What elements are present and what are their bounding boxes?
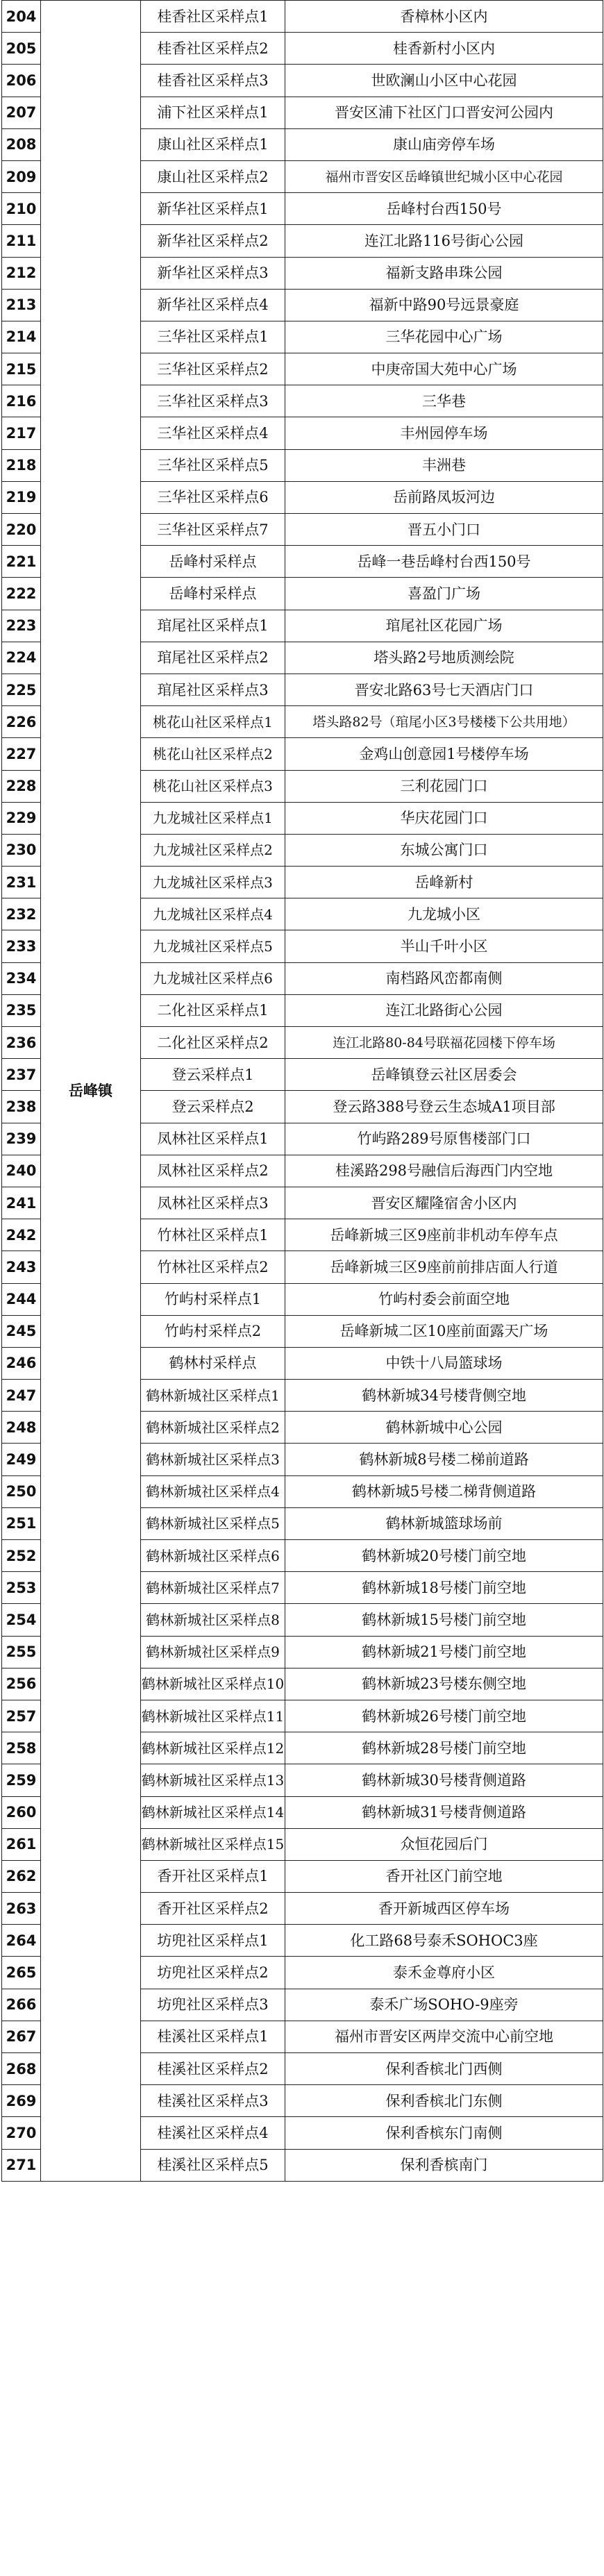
sampling-point-location: 康山庙旁停车场	[285, 128, 603, 160]
sampling-point-location: 岳峰新城三区9座前前排店面人行道	[285, 1251, 603, 1283]
sampling-point-location: 晋安区浦下社区门口晋安河公园内	[285, 97, 603, 128]
town-name: 岳峰镇	[41, 1, 141, 2182]
row-number: 270	[2, 2117, 41, 2149]
sampling-point-location: 东城公寓门口	[285, 834, 603, 866]
row-number: 242	[2, 1219, 41, 1251]
sampling-point-name: 鹤林新城社区采样点12	[141, 1732, 285, 1764]
sampling-point-location: 连江北路116号街心公园	[285, 225, 603, 257]
sampling-point-location: 鹤林新城30号楼背侧道路	[285, 1764, 603, 1796]
row-number: 206	[2, 65, 41, 97]
sampling-point-location: 中庚帝国大苑中心广场	[285, 353, 603, 385]
row-number: 208	[2, 128, 41, 160]
row-number: 216	[2, 385, 41, 417]
row-number: 245	[2, 1315, 41, 1347]
sampling-points-table	[1, 0, 603, 2182]
sampling-point-location: 岳前路凤坂河边	[285, 481, 603, 513]
row-number: 224	[2, 642, 41, 674]
sampling-point-name: 凤林社区采样点1	[141, 1123, 285, 1155]
sampling-point-name: 九龙城社区采样点1	[141, 802, 285, 834]
row-number: 250	[2, 1475, 41, 1507]
sampling-point-name: 鹤林新城社区采样点3	[141, 1444, 285, 1475]
sampling-point-location: 鹤林新城5号楼二梯背侧道路	[285, 1475, 603, 1507]
sampling-point-name: 桂溪社区采样点3	[141, 2085, 285, 2117]
row-number: 247	[2, 1380, 41, 1412]
row-number: 246	[2, 1347, 41, 1379]
sampling-point-location: 泰禾金尊府小区	[285, 1957, 603, 1989]
sampling-point-location: 福新支路串珠公园	[285, 257, 603, 289]
sampling-point-name: 鹤林新城社区采样点5	[141, 1507, 285, 1539]
sampling-point-name: 三华社区采样点2	[141, 353, 285, 385]
sampling-point-location: 保利香槟南门	[285, 2149, 603, 2181]
sampling-point-name: 桂香社区采样点1	[141, 1, 285, 33]
sampling-point-location: 鹤林新城21号楼门前空地	[285, 1636, 603, 1668]
sampling-point-location: 鹤林新城23号楼东侧空地	[285, 1668, 603, 1700]
row-number: 233	[2, 930, 41, 962]
row-number: 210	[2, 193, 41, 225]
sampling-point-location: 半山千叶小区	[285, 930, 603, 962]
sampling-point-name: 三华社区采样点6	[141, 481, 285, 513]
sampling-point-location: 晋安北路63号七天酒店门口	[285, 674, 603, 705]
sampling-point-name: 鹤林新城社区采样点9	[141, 1636, 285, 1668]
sampling-point-name: 琯尾社区采样点1	[141, 610, 285, 642]
row-number: 221	[2, 546, 41, 578]
row-number: 265	[2, 1957, 41, 1989]
sampling-point-name: 三华社区采样点5	[141, 449, 285, 481]
sampling-point-location: 连江北路80-84号联福花园楼下停车场	[285, 1027, 603, 1059]
sampling-point-location: 鹤林新城28号楼门前空地	[285, 1732, 603, 1764]
row-number: 213	[2, 289, 41, 321]
sampling-point-name: 凤林社区采样点3	[141, 1187, 285, 1219]
row-number: 212	[2, 257, 41, 289]
row-number: 207	[2, 97, 41, 128]
sampling-point-name: 浦下社区采样点1	[141, 97, 285, 128]
sampling-point-location: 南档路风峦都南侧	[285, 962, 603, 994]
sampling-point-name: 坊兜社区采样点3	[141, 1989, 285, 2021]
sampling-point-name: 桂溪社区采样点5	[141, 2149, 285, 2181]
sampling-point-location: 竹屿村委会前面空地	[285, 1283, 603, 1315]
sampling-point-location: 鹤林新城15号楼门前空地	[285, 1604, 603, 1636]
sampling-point-location: 晋安区耀隆宿舍小区内	[285, 1187, 603, 1219]
row-number: 263	[2, 1893, 41, 1925]
row-number: 253	[2, 1572, 41, 1604]
sampling-point-location: 华庆花园门口	[285, 802, 603, 834]
sampling-point-name: 九龙城社区采样点3	[141, 867, 285, 898]
row-number: 243	[2, 1251, 41, 1283]
sampling-point-name: 竹林社区采样点1	[141, 1219, 285, 1251]
sampling-point-name: 二化社区采样点2	[141, 1027, 285, 1059]
sampling-point-location: 竹屿路289号原售楼部门口	[285, 1123, 603, 1155]
sampling-point-location: 桂溪路298号融信后海西门内空地	[285, 1155, 603, 1187]
sampling-point-name: 鹤林新城社区采样点2	[141, 1412, 285, 1444]
sampling-point-name: 鹤林新城社区采样点13	[141, 1764, 285, 1796]
sampling-point-name: 鹤林村采样点	[141, 1347, 285, 1379]
sampling-point-name: 三华社区采样点7	[141, 514, 285, 546]
row-number: 209	[2, 160, 41, 192]
sampling-point-name: 桂溪社区采样点2	[141, 2053, 285, 2085]
sampling-point-name: 九龙城社区采样点5	[141, 930, 285, 962]
sampling-point-location: 登云路388号登云生态城A1项目部	[285, 1091, 603, 1123]
sampling-point-name: 三华社区采样点4	[141, 417, 285, 449]
table-row	[2, 1, 603, 33]
row-number: 255	[2, 1636, 41, 1668]
row-number: 267	[2, 2021, 41, 2052]
sampling-point-name: 桃花山社区采样点3	[141, 770, 285, 802]
sampling-point-location: 岳峰村台西150号	[285, 193, 603, 225]
sampling-point-name: 岳峰村采样点	[141, 546, 285, 578]
row-number: 261	[2, 1828, 41, 1860]
sampling-point-location: 三华花园中心广场	[285, 321, 603, 353]
sampling-point-name: 新华社区采样点1	[141, 193, 285, 225]
sampling-point-location: 喜盈门广场	[285, 578, 603, 610]
sampling-point-name: 鹤林新城社区采样点8	[141, 1604, 285, 1636]
sampling-point-location: 福新中路90号远景豪庭	[285, 289, 603, 321]
sampling-point-location: 桂香新村小区内	[285, 33, 603, 65]
row-number: 249	[2, 1444, 41, 1475]
row-number: 222	[2, 578, 41, 610]
row-number: 257	[2, 1700, 41, 1732]
row-number: 264	[2, 1925, 41, 1957]
row-number: 218	[2, 449, 41, 481]
row-number: 258	[2, 1732, 41, 1764]
sampling-point-name: 鹤林新城社区采样点4	[141, 1475, 285, 1507]
row-number: 205	[2, 33, 41, 65]
sampling-point-name: 三华社区采样点3	[141, 385, 285, 417]
row-number: 241	[2, 1187, 41, 1219]
row-number: 262	[2, 1860, 41, 1892]
row-number: 211	[2, 225, 41, 257]
table-body	[2, 1, 603, 2182]
row-number: 239	[2, 1123, 41, 1155]
sampling-point-name: 新华社区采样点2	[141, 225, 285, 257]
sampling-point-name: 竹屿村采样点2	[141, 1315, 285, 1347]
row-number: 232	[2, 898, 41, 930]
row-number: 244	[2, 1283, 41, 1315]
sampling-point-location: 世欧澜山小区中心花园	[285, 65, 603, 97]
row-number: 254	[2, 1604, 41, 1636]
sampling-point-location: 保利香槟东门南侧	[285, 2117, 603, 2149]
row-number: 219	[2, 481, 41, 513]
sampling-point-location: 九龙城小区	[285, 898, 603, 930]
row-number: 238	[2, 1091, 41, 1123]
sampling-point-name: 桃花山社区采样点1	[141, 706, 285, 738]
sampling-point-location: 鹤林新城20号楼门前空地	[285, 1540, 603, 1572]
sampling-point-location: 鹤林新城篮球场前	[285, 1507, 603, 1539]
row-number: 231	[2, 867, 41, 898]
sampling-point-location: 晋五小门口	[285, 514, 603, 546]
row-number: 256	[2, 1668, 41, 1700]
row-number: 248	[2, 1412, 41, 1444]
row-number: 229	[2, 802, 41, 834]
sampling-point-name: 桂溪社区采样点4	[141, 2117, 285, 2149]
row-number: 235	[2, 994, 41, 1026]
sampling-point-location: 鹤林新城34号楼背侧空地	[285, 1380, 603, 1412]
row-number: 220	[2, 514, 41, 546]
row-number: 252	[2, 1540, 41, 1572]
sampling-point-location: 丰洲巷	[285, 449, 603, 481]
row-number: 260	[2, 1796, 41, 1828]
sampling-point-name: 竹屿村采样点1	[141, 1283, 285, 1315]
sampling-point-location: 保利香槟北门东侧	[285, 2085, 603, 2117]
row-number: 234	[2, 962, 41, 994]
sampling-point-name: 琯尾社区采样点3	[141, 674, 285, 705]
sampling-point-name: 桂香社区采样点3	[141, 65, 285, 97]
sampling-point-location: 鹤林新城26号楼门前空地	[285, 1700, 603, 1732]
sampling-point-name: 九龙城社区采样点4	[141, 898, 285, 930]
sampling-point-name: 凤林社区采样点2	[141, 1155, 285, 1187]
sampling-point-name: 九龙城社区采样点6	[141, 962, 285, 994]
row-number: 236	[2, 1027, 41, 1059]
sampling-point-location: 琯尾社区花园广场	[285, 610, 603, 642]
sampling-point-name: 香开社区采样点2	[141, 1893, 285, 1925]
sampling-point-location: 岳峰新村	[285, 867, 603, 898]
sampling-point-name: 鹤林新城社区采样点7	[141, 1572, 285, 1604]
row-number: 251	[2, 1507, 41, 1539]
sampling-point-location: 泰禾广场SOHO-9座旁	[285, 1989, 603, 2021]
row-number: 228	[2, 770, 41, 802]
sampling-point-location: 鹤林新城中心公园	[285, 1412, 603, 1444]
sampling-point-location: 香开新城西区停车场	[285, 1893, 603, 1925]
sampling-point-location: 三华巷	[285, 385, 603, 417]
row-number: 230	[2, 834, 41, 866]
sampling-point-name: 岳峰村采样点	[141, 578, 285, 610]
sampling-point-name: 琯尾社区采样点2	[141, 642, 285, 674]
sampling-point-name: 鹤林新城社区采样点14	[141, 1796, 285, 1828]
sampling-point-location: 岳峰新城二区10座前面露天广场	[285, 1315, 603, 1347]
sampling-point-name: 鹤林新城社区采样点1	[141, 1380, 285, 1412]
sampling-point-name: 三华社区采样点1	[141, 321, 285, 353]
sampling-point-location: 岳峰镇登云社区居委会	[285, 1059, 603, 1091]
row-number: 217	[2, 417, 41, 449]
sampling-point-name: 鹤林新城社区采样点11	[141, 1700, 285, 1732]
sampling-point-location: 香开社区门前空地	[285, 1860, 603, 1892]
row-number: 227	[2, 738, 41, 770]
row-number: 215	[2, 353, 41, 385]
sampling-point-name: 坊兜社区采样点2	[141, 1957, 285, 1989]
sampling-point-name: 竹林社区采样点2	[141, 1251, 285, 1283]
sampling-point-location: 丰州园停车场	[285, 417, 603, 449]
sampling-point-location: 金鸡山创意园1号楼停车场	[285, 738, 603, 770]
sampling-point-location: 福州市晋安区两岸交流中心前空地	[285, 2021, 603, 2052]
row-number: 271	[2, 2149, 41, 2181]
row-number: 266	[2, 1989, 41, 2021]
sampling-point-name: 二化社区采样点1	[141, 994, 285, 1026]
row-number: 259	[2, 1764, 41, 1796]
sampling-point-location: 连江北路街心公园	[285, 994, 603, 1026]
sampling-point-location: 中铁十八局篮球场	[285, 1347, 603, 1379]
sampling-point-location: 岳峰一巷岳峰村台西150号	[285, 546, 603, 578]
sampling-point-name: 鹤林新城社区采样点10	[141, 1668, 285, 1700]
row-number: 240	[2, 1155, 41, 1187]
row-number: 214	[2, 321, 41, 353]
sampling-point-location: 鹤林新城8号楼二梯前道路	[285, 1444, 603, 1475]
sampling-point-name: 康山社区采样点1	[141, 128, 285, 160]
sampling-point-location: 塔头路2号地质测绘院	[285, 642, 603, 674]
sampling-point-name: 新华社区采样点3	[141, 257, 285, 289]
sampling-point-name: 新华社区采样点4	[141, 289, 285, 321]
sampling-point-name: 九龙城社区采样点2	[141, 834, 285, 866]
sampling-point-location: 鹤林新城18号楼门前空地	[285, 1572, 603, 1604]
sampling-point-location: 岳峰新城三区9座前非机动车停车点	[285, 1219, 603, 1251]
row-number: 269	[2, 2085, 41, 2117]
sampling-point-location: 化工路68号泰禾SOHOC3座	[285, 1925, 603, 1957]
sampling-point-name: 香开社区采样点1	[141, 1860, 285, 1892]
sampling-point-location: 香樟林小区内	[285, 1, 603, 33]
sampling-point-name: 康山社区采样点2	[141, 160, 285, 192]
sampling-point-name: 登云采样点1	[141, 1059, 285, 1091]
sampling-point-location: 塔头路82号（琯尾小区3号楼楼下公共用地）	[285, 706, 603, 738]
sampling-point-location: 保利香槟北门西侧	[285, 2053, 603, 2085]
sampling-point-name: 登云采样点2	[141, 1091, 285, 1123]
sampling-point-name: 鹤林新城社区采样点6	[141, 1540, 285, 1572]
sampling-point-name: 鹤林新城社区采样点15	[141, 1828, 285, 1860]
sampling-point-name: 桃花山社区采样点2	[141, 738, 285, 770]
row-number: 204	[2, 1, 41, 33]
sampling-point-name: 坊兜社区采样点1	[141, 1925, 285, 1957]
row-number: 226	[2, 706, 41, 738]
sampling-point-name: 桂香社区采样点2	[141, 33, 285, 65]
sampling-point-location: 福州市晋安区岳峰镇世纪城小区中心花园	[285, 160, 603, 192]
row-number: 225	[2, 674, 41, 705]
row-number: 268	[2, 2053, 41, 2085]
sampling-point-name: 桂溪社区采样点1	[141, 2021, 285, 2052]
sampling-point-location: 三利花园门口	[285, 770, 603, 802]
sampling-point-location: 鹤林新城31号楼背侧道路	[285, 1796, 603, 1828]
sampling-point-location: 众恒花园后门	[285, 1828, 603, 1860]
row-number: 223	[2, 610, 41, 642]
row-number: 237	[2, 1059, 41, 1091]
